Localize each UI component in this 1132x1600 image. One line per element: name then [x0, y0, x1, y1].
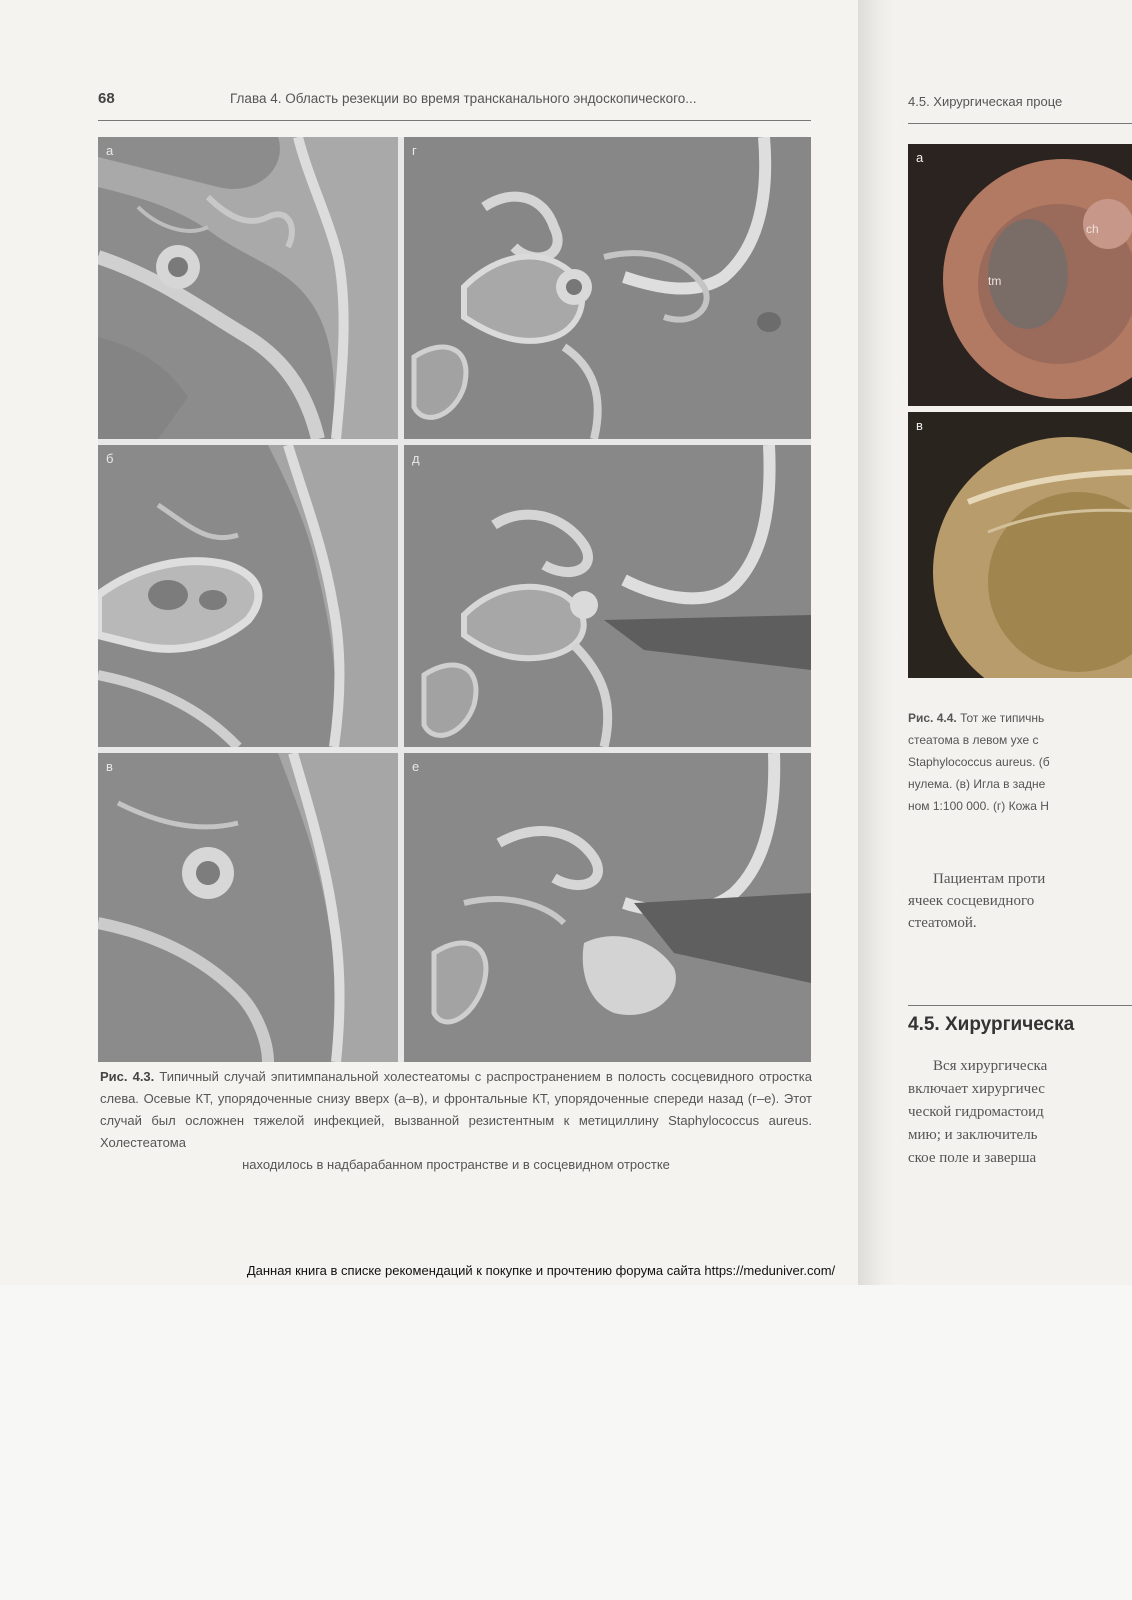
- panel-letter: д: [412, 451, 420, 466]
- body-line: Пациентам проти: [933, 871, 1046, 887]
- figure-caption: [100, 1066, 812, 1176]
- lower-blank-area: [0, 1285, 1132, 1600]
- caption-line: Тот же типичнь: [960, 711, 1045, 725]
- section-title: 4.5. Хирургическа: [908, 1014, 1075, 1035]
- ct-scan-image: [404, 753, 811, 1062]
- caption-last-line: находилось в надбарабанном пространстве и в сосцевидном отростке: [242, 1157, 670, 1172]
- caption-line: нулема. (в) Игла в задне: [908, 777, 1046, 791]
- panel-letter: а: [106, 143, 114, 158]
- endoscopic-image: [908, 412, 1132, 678]
- panel-letter: г: [412, 143, 417, 158]
- body-line: ческой гидромастоид: [908, 1104, 1044, 1120]
- photo-label-ch: ch: [1086, 222, 1099, 236]
- ct-panel-d: [404, 445, 811, 747]
- ct-panel-e: [404, 753, 811, 1062]
- body-line: Вся хирургическа: [933, 1058, 1048, 1074]
- ct-figure: [98, 137, 811, 1062]
- section-rule: [908, 1005, 1132, 1006]
- panel-letter: е: [412, 759, 420, 774]
- header-rule: [98, 120, 811, 121]
- header-rule-right: [908, 123, 1132, 124]
- body-line: стеатомой.: [908, 915, 977, 931]
- ct-scan-image: [404, 137, 811, 439]
- ct-panel-g: [404, 137, 811, 439]
- body-line: ское поле и заверша: [908, 1150, 1037, 1166]
- panel-letter: в: [916, 418, 923, 433]
- ct-scan-image: [404, 445, 811, 747]
- book-gutter: [858, 0, 898, 1290]
- caption-text: Типичный случай эпитимпанальной холестеатомы с распространением в полость сосцевидного отростка слева. Осевые КТ, упорядоченные снизу вверх (а–в), и фронтальные КТ, упорядоченные спереди назад (г–е). Этот случай был осложнен тяжелой инфекцией, вызванной резистентным к метициллину Staphylococcus aureus. Холестеатома: [100, 1069, 812, 1150]
- body-line: включает хирургичес: [908, 1081, 1045, 1097]
- endoscopic-photo-v: [908, 412, 1132, 678]
- ct-scan-image: [98, 445, 398, 747]
- ct-panel-a: [98, 137, 398, 439]
- body-line: мию; и заключитель: [908, 1127, 1038, 1143]
- panel-letter: а: [916, 150, 924, 165]
- section-paragraph: [908, 1055, 1132, 1170]
- footer-note: Данная книга в списке рекомендаций к покупке и прочтению форума сайта https://meduniver.com/: [246, 1263, 836, 1278]
- ct-scan-image: [98, 753, 398, 1062]
- caption-line: ном 1:100 000. (г) Кожа Н: [908, 799, 1049, 813]
- right-page: [898, 0, 1132, 1290]
- caption-line: стеатома в левом ухе с: [908, 733, 1039, 747]
- figure-caption-right: [908, 707, 1132, 817]
- caption-label: Рис. 4.3.: [100, 1069, 155, 1084]
- panel-letter: б: [106, 451, 114, 466]
- endoscopic-image: [908, 144, 1132, 406]
- caption-line: Staphylococcus aureus. (б: [908, 755, 1050, 769]
- running-head-right: 4.5. Хирургическая проце: [908, 94, 1063, 109]
- endoscopic-photo-a: [908, 144, 1132, 406]
- ct-panel-b: [98, 445, 398, 747]
- ct-panel-v: [98, 753, 398, 1062]
- panel-letter: в: [106, 759, 113, 774]
- body-paragraph-right: [908, 868, 1132, 934]
- page-number: 68: [98, 90, 115, 107]
- ct-scan-image: [98, 137, 398, 439]
- running-head: Глава 4. Область резекции во время трансканального эндоскопического...: [230, 91, 697, 106]
- body-line: ячеек сосцевидного: [908, 893, 1035, 909]
- caption-label-right: Рис. 4.4.: [908, 711, 957, 725]
- photo-label-tm: tm: [988, 274, 1002, 288]
